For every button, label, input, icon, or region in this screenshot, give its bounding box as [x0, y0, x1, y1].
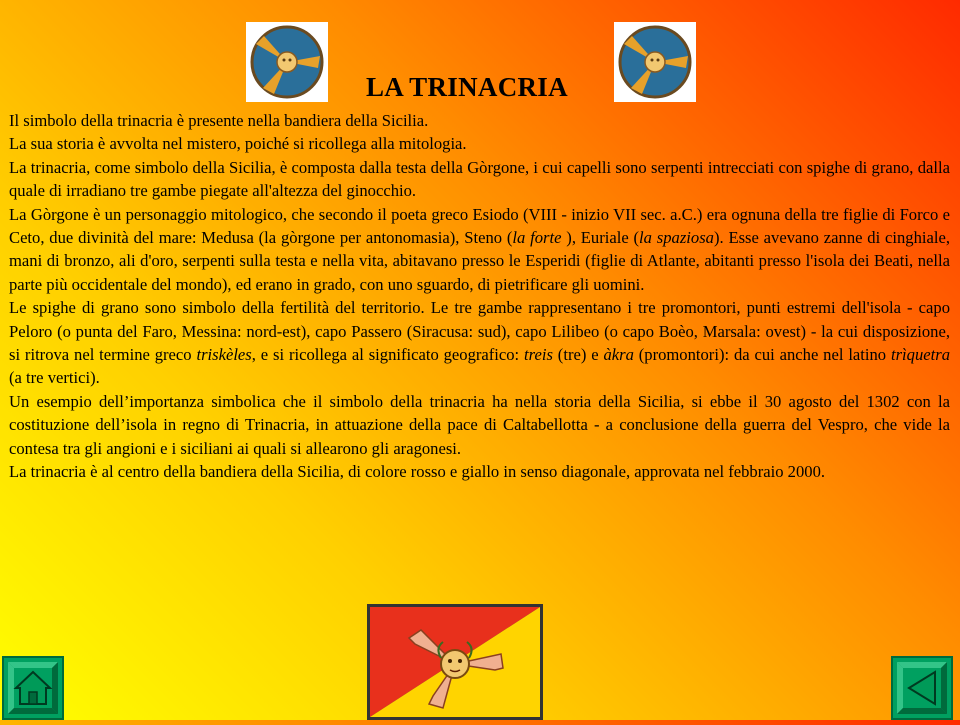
text-run: Il simbolo della trinacria è presente nella bandiera della Sicilia. [9, 111, 429, 130]
text-run: ), Euriale ( [561, 228, 640, 248]
text-run: ). Esse avevano zanne di cinghiale, mani di bronzo, ali d'oro, serpenti sulla testa e nella vita, abitavano presso le Esperidi (figlie di Atlante, abitanti presso l'isola dei Beati, nella parte più occidentale del mondo), ed erano in grado, con uno sguardo, di pietrificare gli uomini. [9, 228, 950, 294]
paragraph [9, 132, 950, 155]
body-text [9, 109, 950, 484]
text-run: La trinacria è al centro della bandiera della Sicilia, di colore rosso e giallo in senso diagonale, approvata nel febbraio 2000. [9, 462, 826, 482]
text-run: Le spighe di grano sono simbolo della fertilità del territorio. Le tre gambe rappresentano i tre promontori, punti estremi dell'isola - capo Peloro (o punta del Faro, Messina: nord-est), capo Passero (Siracusa: sud), capo Lilibeo (o capo Boèo, Marsala: ovest) - la cui disposizione, si ritrova nel termine greco [9, 298, 950, 365]
italic-term: la spaziosa [639, 228, 714, 248]
home-icon [4, 658, 62, 718]
paragraph [9, 156, 950, 203]
page-title: LA TRINACRIA [366, 72, 568, 102]
italic-term: treis [524, 345, 553, 365]
paragraph [9, 109, 950, 132]
paragraph [9, 390, 950, 460]
home-button[interactable] [2, 656, 64, 720]
text-run: (tre) e [552, 345, 604, 365]
text-run: , e si ricollega al significato geografico: [251, 345, 525, 365]
trinacria-emblem-icon [246, 22, 328, 102]
back-button[interactable] [891, 656, 953, 720]
back-arrow-icon [893, 658, 951, 718]
sicily-flag-icon [367, 604, 543, 720]
paragraph [9, 296, 950, 390]
italic-term: àkra [603, 345, 634, 365]
text-run: La Gòrgone è un personaggio mitologico, che secondo il poeta greco Esiodo (VIII - inizio VII sec. a.C.) era ognuna della tre figlie di Forco e Ceto, due divinità del mare: Medusa (la gòrgone per antonomasia), Steno ( [9, 204, 950, 248]
text-run: La trinacria, come simbolo della Sicilia, è composta dalla testa della Gòrgone, i cui capelli sono serpenti intrecciati con spighe di grano, dalla quale di irradiano tre gambe piegate all'altezza del ginocchio. [9, 157, 950, 201]
text-run: (a tre vertici). [9, 368, 100, 388]
italic-term: trìquetra [890, 345, 950, 365]
paragraph [9, 460, 950, 483]
italic-term: la forte [512, 228, 562, 248]
trinacria-emblem-icon [614, 22, 696, 102]
text-run: (promontori): da cui anche nel latino [633, 345, 891, 365]
italic-term: triskèles [196, 345, 252, 365]
paragraph [9, 203, 950, 297]
text-run: La sua storia è avvolta nel mistero, poiché si ricollega alla mitologia. [9, 134, 467, 154]
text-run: Un esempio dell’importanza simbolica che il simbolo della trinacria ha nella storia della Sicilia, si ebbe il 30 agosto del 1302 con la costituzione dell’isola in regno di Trinacria, in attuazione della pace di Caltabellotta - a conclusione della guerra del Vespro, che vide la contesa tra gli angioni e i siciliani ai quali si allearono gli aragonesi. [9, 391, 950, 458]
